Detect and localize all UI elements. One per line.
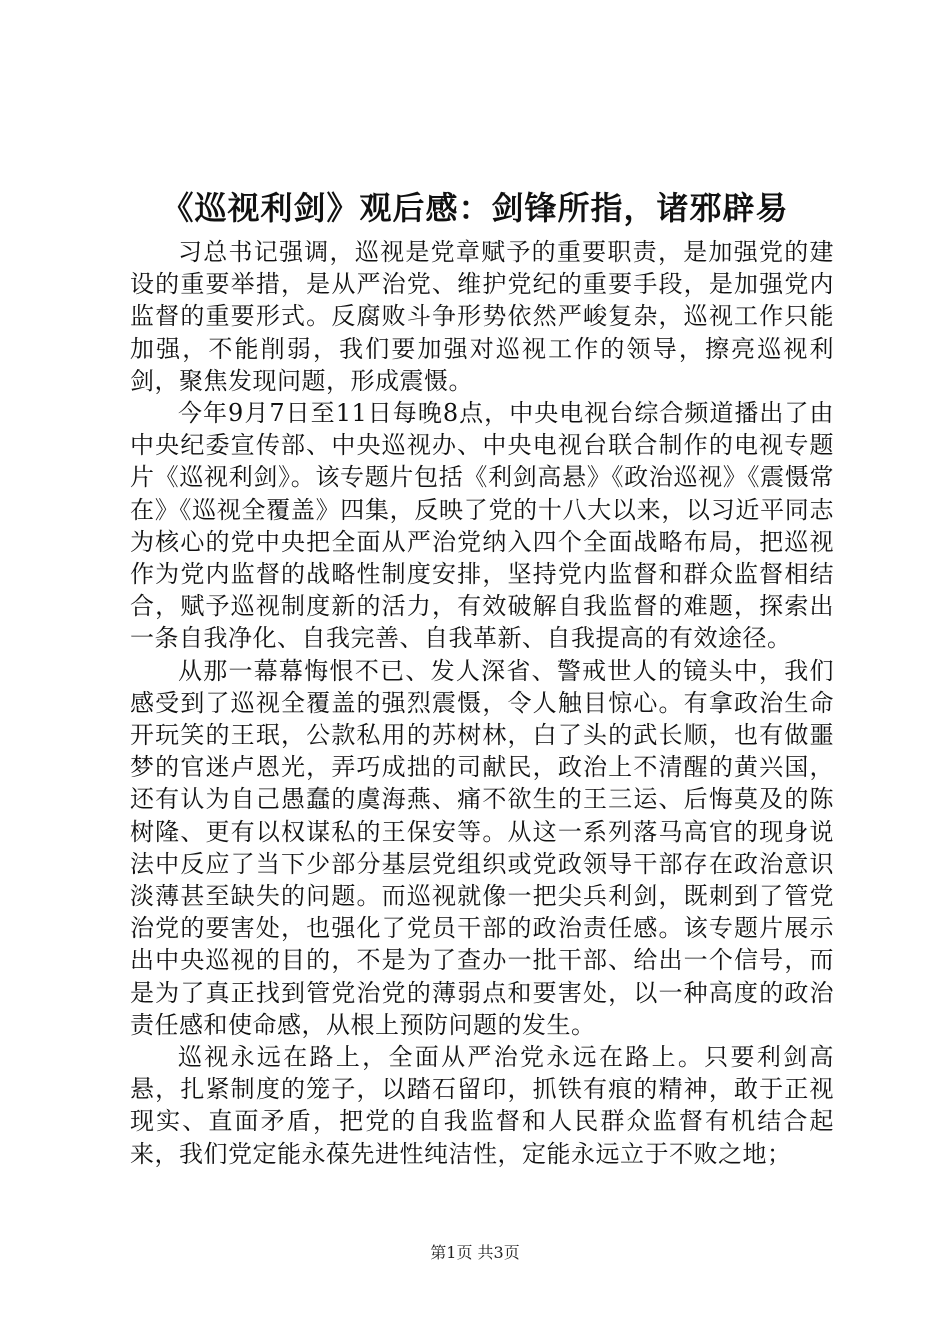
document-body: [130, 236, 834, 1170]
paragraph-3: 从那一幕幕悔恨不已、发人深省、警戒世人的镜头中，我们感受到了巡视全覆盖的强烈震慑，令人触目惊心。有拿政治生命开玩笑的王珉，公款私用的苏树林，白了头的武长顺，也有做噩梦的官迷卢恩光，弄巧成拙的司献民，政治上不清醒的黄兴国，还有认为自己愚蠢的虞海燕、痛不欲生的王三运、后悔莫及的陈树隆、更有以权谋私的王保安等。从这一系列落马高官的现身说法中反应了当下少部分基层党组织或党政领导干部存在政治意识淡薄甚至缺失的问题。而巡视就像一把尖兵利剑，既刺到了管党治党的要害处，也强化了党员干部的政治责任感。该专题片展示出中央巡视的目的，不是为了查办一批干部、给出一个信号，而是为了真正找到管党治党的薄弱点和要害处，以一种高度的政治责任感和使命感，从根上预防问题的发生。: [130, 656, 834, 1039]
document-title: 《巡视利剑》观后感：剑锋所指，诸邪辟易: [161, 189, 789, 227]
paragraph-1: 习总书记强调，巡视是党章赋予的重要职责，是加强党的建设的重要举措，是从严治党、维护党纪的重要手段，是加强党内监督的重要形式。反腐败斗争形势依然严峻复杂，巡视工作只能加强，不能削弱，我们要加强对巡视工作的领导，擦亮巡视利剑，聚焦发现问题，形成震慑。: [130, 238, 834, 395]
paragraph-4: 巡视永远在路上，全面从严治党永远在路上。只要利剑高悬，扎紧制度的笼子，以踏石留印，抓铁有痕的精神，敢于正视现实、直面矛盾，把党的自我监督和人民群众监督有机结合起来，我们党定能永葆先进性纯洁性，定能永远立于不败之地；: [130, 1043, 834, 1168]
paragraph-2: 今年9月7日至11日每晚8点，中央电视台综合频道播出了由中央纪委宣传部、中央巡视办、中央电视台联合制作的电视专题片《巡视利剑》。该专题片包括《利剑高悬》《政治巡视》《震慑常在》《巡视全覆盖》四集，反映了党的十八大以来，以习近平同志为核心的党中央把全面从严治党纳入四个全面战略布局，把巡视作为党内监督的战略性制度安排，坚持党内监督和群众监督相结合，赋予巡视制度新的活力，有效破解自我监督的难题，探索出一条自我净化、自我完善、自我革新、自我提高的有效途径。: [130, 399, 834, 653]
page-number-footer: 第1页 共3页: [430, 1243, 520, 1262]
